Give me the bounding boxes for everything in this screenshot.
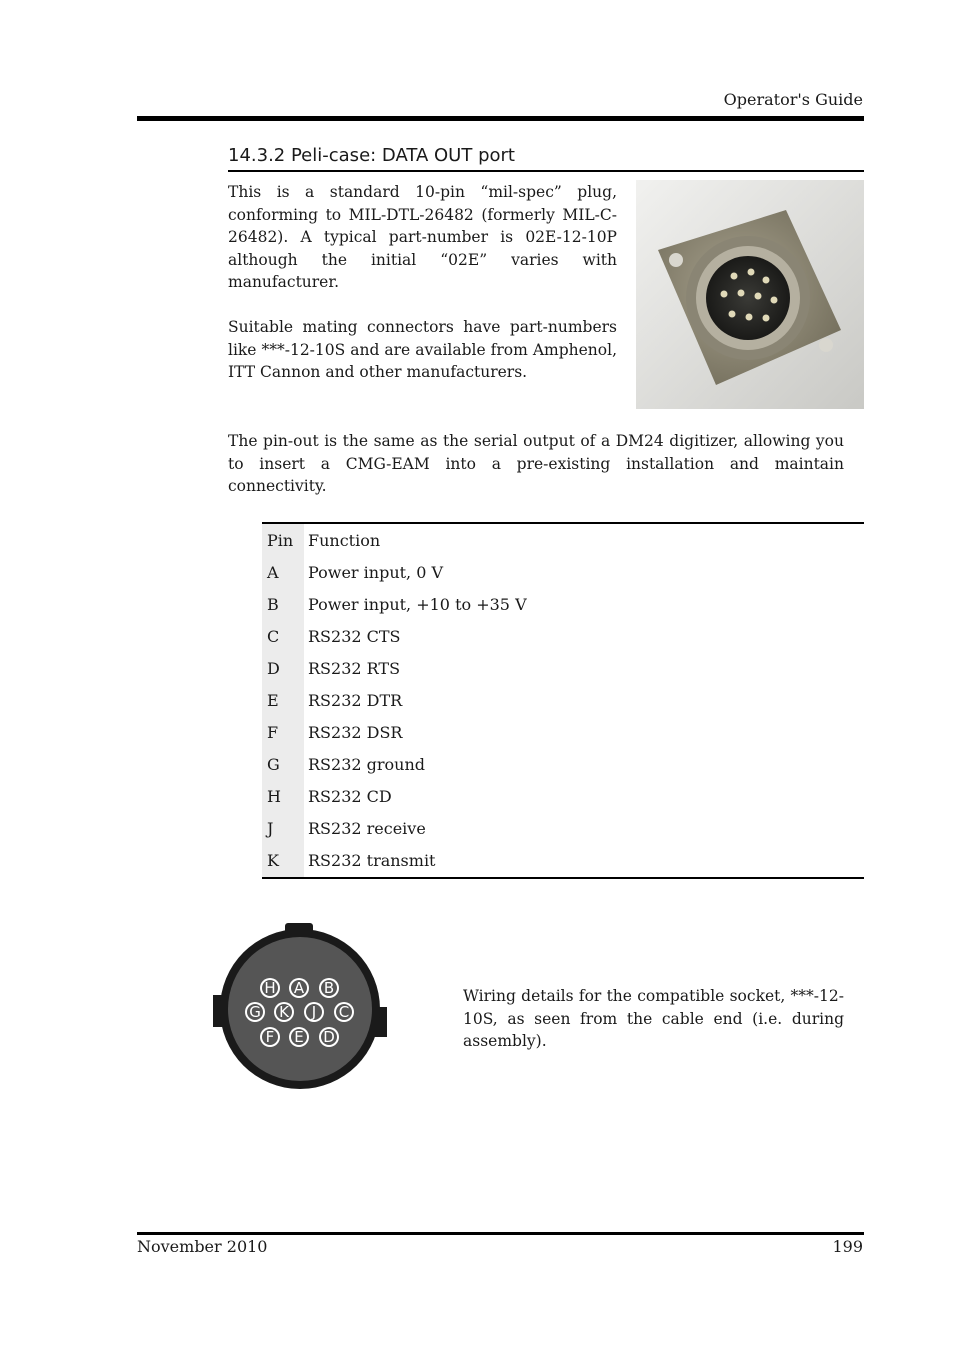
svg-text:G: G xyxy=(249,1003,261,1021)
table-row xyxy=(262,845,864,877)
socket-pin xyxy=(274,1002,294,1022)
pin-function-table xyxy=(262,522,864,879)
function-cell: Power input, 0 V xyxy=(308,562,444,582)
pinout-paragraph: The pin-out is the same as the serial output of a DM24 digitizer, allowing you to insert a CMG-EAM into a pre-existing installation and maintain connectivity. xyxy=(228,432,844,495)
svg-text:K: K xyxy=(279,1003,289,1021)
svg-text:B: B xyxy=(323,979,335,997)
table-row xyxy=(262,620,864,652)
pin-cell: K xyxy=(262,845,304,877)
socket-pin xyxy=(319,978,339,998)
function-cell: RS232 DSR xyxy=(308,723,403,743)
table-row xyxy=(262,588,864,620)
socket-pin xyxy=(245,1002,265,1022)
header-rule xyxy=(137,116,864,121)
pin-cell: G xyxy=(262,749,304,781)
svg-text:F: F xyxy=(265,1028,275,1046)
table-header-row xyxy=(262,524,864,556)
table-row xyxy=(262,556,864,588)
function-cell: RS232 transmit xyxy=(308,851,436,871)
svg-text:C: C xyxy=(338,1003,350,1021)
mating-connectors-paragraph: Suitable mating connectors have part-numbers like ***-12-10S and are available from Amphenol, ITT Cannon and other manufacturers. xyxy=(228,318,617,381)
intro-paragraph: This is a standard 10-pin “mil-spec” plug, conforming to MIL-DTL-26482 (formerly MIL-C-26482). A typical part-number is 02E-12-10P although the initial “02E” varies with manufacturer. xyxy=(228,183,617,291)
pin-cell: B xyxy=(262,588,304,620)
pin-cell: J xyxy=(262,813,304,845)
socket-caption: Wiring details for the compatible socket, ***-12-10S, as seen from the cable end (i.e. during assembly). xyxy=(463,987,844,1050)
function-cell: RS232 RTS xyxy=(308,658,401,678)
function-cell: Power input, +10 to +35 V xyxy=(308,594,527,614)
section-rule xyxy=(228,170,864,172)
pin-cell: C xyxy=(262,620,304,652)
footer-date: November 2010 xyxy=(137,1237,268,1256)
pin-cell: A xyxy=(262,556,304,588)
function-cell: RS232 CTS xyxy=(308,626,401,646)
svg-text:A: A xyxy=(293,979,305,997)
pin-cell: F xyxy=(262,717,304,749)
page-number: 199 xyxy=(832,1237,863,1256)
socket-pin xyxy=(260,1027,280,1047)
svg-text:H: H xyxy=(264,979,276,997)
pin-cell: H xyxy=(262,781,304,813)
connector-photo xyxy=(636,180,864,409)
socket-pin xyxy=(289,1027,309,1047)
table-row xyxy=(262,684,864,716)
table-row xyxy=(262,749,864,781)
socket-pin xyxy=(334,1002,354,1022)
svg-text:J: J xyxy=(311,1003,317,1021)
pin-column-header: Pin xyxy=(262,524,304,556)
table-row xyxy=(262,781,864,813)
table-row xyxy=(262,813,864,845)
table-row xyxy=(262,652,864,684)
socket-pin xyxy=(319,1027,339,1047)
section-heading: 14.3.2 Peli-case: DATA OUT port xyxy=(228,145,515,166)
running-header: Operator's Guide xyxy=(723,90,863,109)
socket-pin-diagram xyxy=(213,921,388,1093)
table-row xyxy=(262,717,864,749)
svg-text:E: E xyxy=(294,1028,304,1046)
pin-cell: D xyxy=(262,652,304,684)
footer-rule xyxy=(137,1232,864,1235)
function-cell: RS232 receive xyxy=(308,819,426,839)
svg-text:D: D xyxy=(323,1028,335,1046)
function-column-header: Function xyxy=(308,530,381,550)
socket-pin xyxy=(304,1002,324,1022)
function-cell: RS232 ground xyxy=(308,755,426,775)
pin-cell: E xyxy=(262,684,304,716)
function-cell: RS232 DTR xyxy=(308,691,403,711)
function-cell: RS232 CD xyxy=(308,787,392,807)
socket-pin xyxy=(260,978,280,998)
socket-pin xyxy=(289,978,309,998)
